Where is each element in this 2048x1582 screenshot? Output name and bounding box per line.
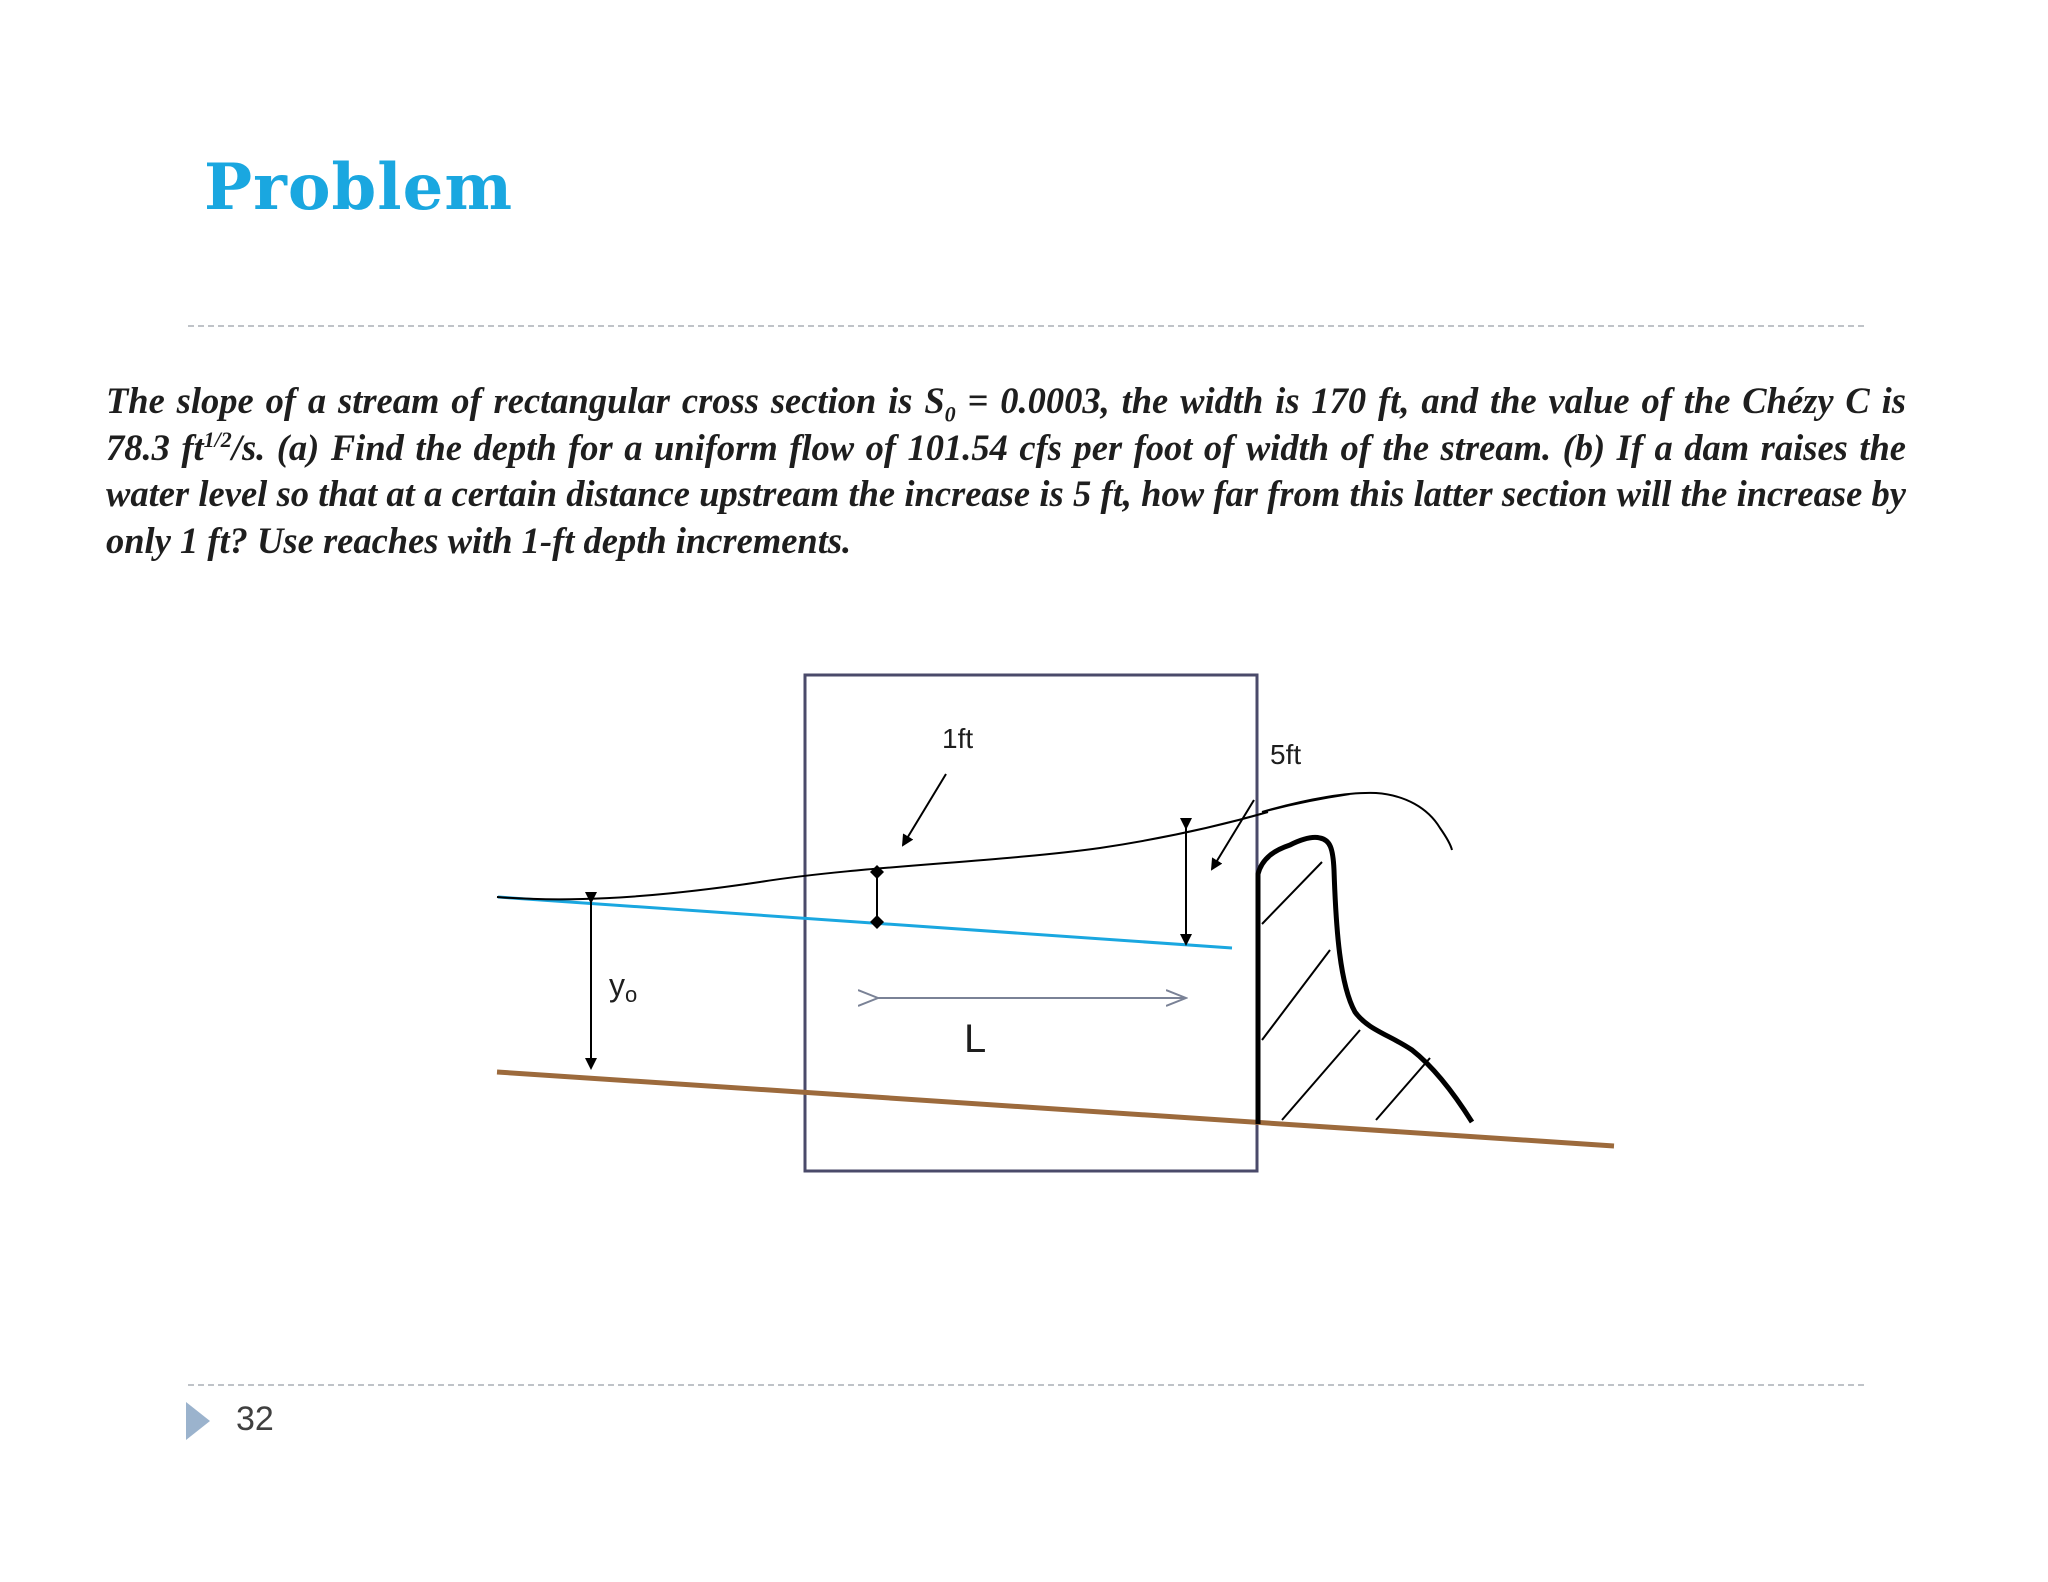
depth-label: yo [609, 967, 638, 1007]
slide-title: Problem [204, 150, 514, 225]
dam-hatch-3 [1282, 1030, 1360, 1120]
problem-text-part2: = 0.0003, the width is 170 ft, and the value of the Chézy C is 78.3 ft [106, 380, 1906, 468]
dam-outline [1258, 837, 1472, 1124]
reach-length-label: L [964, 1017, 987, 1061]
flow-over-crest-curve [1266, 789, 1415, 810]
nappe-curve [1250, 791, 1381, 815]
flow-arc [1262, 793, 1452, 850]
five-ft-label: 5ft [1270, 739, 1302, 770]
play-triangle-icon [186, 1402, 210, 1440]
overflow-curve [1262, 787, 1417, 812]
crest-overflow-arc [1240, 791, 1448, 840]
overflow-curve-visible [1262, 794, 1452, 850]
normal-depth-line [498, 897, 1232, 948]
over-dam-flow-arc [1250, 789, 1432, 814]
dam-hatch-2 [1262, 950, 1330, 1040]
overflow-line-visible [1262, 793, 1452, 850]
slope-subscript: 0 [944, 401, 956, 427]
five-ft-pointer-arrow [1212, 800, 1254, 869]
problem-text-part3: /s. (a) Find the depth for a uniform flow of 101.54 cfs per foot of width of the stream. (b) If a dam raises the water level so that at a certain distance upstream the increase is 5 ft, how far from this latter section will the increase by only 1 ft? Use reaches with 1-ft depth increments. [106, 426, 1906, 561]
one-ft-label: 1ft [942, 723, 974, 754]
exponent-superscript: 1/2 [203, 426, 232, 452]
problem-text-part1: The slope of a stream of rectangular cross section is S [106, 380, 945, 421]
one-ft-pointer-arrow [903, 774, 946, 845]
footer-divider [188, 1384, 1864, 1386]
dam-hatch-4 [1376, 1058, 1430, 1120]
backwater-surface-curve [497, 812, 1268, 899]
dam-hatch-1 [1262, 862, 1322, 924]
upper-overflow-arc [1262, 794, 1445, 830]
surface-over-dam-curve [1268, 790, 1420, 812]
page-number: 32 [236, 1400, 274, 1438]
outer-flow-arc [1300, 793, 1455, 851]
overflow-arc-visible [1262, 794, 1452, 850]
